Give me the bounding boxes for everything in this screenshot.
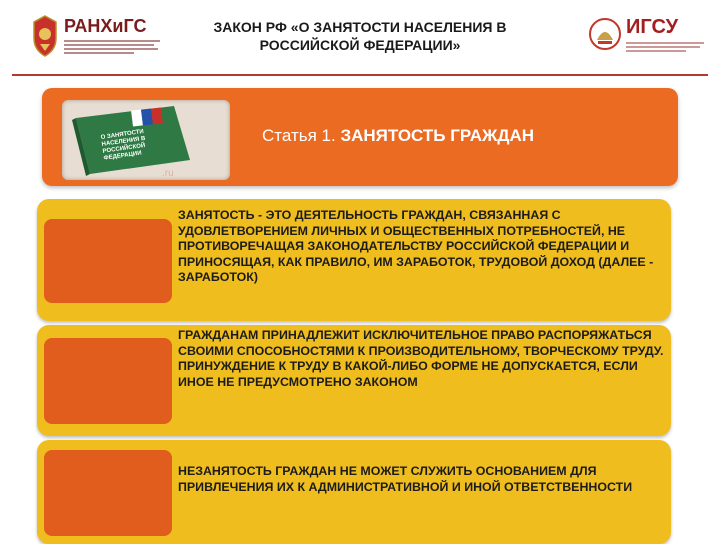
igsu-logo-fineprint bbox=[626, 42, 706, 52]
page-title-line2: РОССИЙСКОЙ ФЕДЕРАЦИИ» bbox=[259, 37, 461, 53]
list-item-marker bbox=[44, 219, 172, 303]
header-divider bbox=[12, 74, 708, 76]
igsu-logo bbox=[588, 12, 708, 62]
list-item-marker bbox=[44, 450, 172, 536]
ranepa-logo bbox=[30, 12, 180, 62]
page-title bbox=[180, 18, 540, 54]
article-title-prefix: Статья 1. bbox=[262, 126, 341, 145]
book-image bbox=[62, 100, 230, 180]
list-item-marker bbox=[44, 338, 172, 424]
ranepa-logo-text: РАНХиГС bbox=[64, 16, 147, 36]
list-item-text: ЗАНЯТОСТЬ - ЭТО ДЕЯТЕЛЬНОСТЬ ГРАЖДАН, СВЯЗАННАЯ С УДОВЛЕТВОРЕНИЕМ ЛИЧНЫХ И ОБЩЕСТВЕННЫХ ПОТРЕБНОСТЕЙ, НЕ ПРОТИВОРЕЧАЩАЯ ЗАКОНОДАТЕЛЬСТВУ РОССИЙСКОЙ ФЕДЕРАЦИИ И ПРИНОСЯЩАЯ, КАК ПРАВИЛО, ИМ ЗАРАБОТОК, ТРУДОВОЙ ДОХОД (ДАЛЕЕ - ЗАРАБОТОК) bbox=[178, 208, 654, 285]
ranepa-emblem-icon bbox=[30, 14, 60, 58]
igsu-emblem-icon bbox=[588, 16, 622, 56]
article-title-main: ЗАНЯТОСТЬ ГРАЖДАН bbox=[340, 126, 535, 145]
list-item-text: ГРАЖДАНАМ ПРИНАДЛЕЖИТ ИСКЛЮЧИТЕЛЬНОЕ ПРАВО РАСПОРЯЖАТЬСЯ СВОИМИ СПОСОБНОСТЯМИ К ПРОИЗВОДИТЕЛЬНОМУ, ТВОРЧЕСКОМУ ТРУДУ. ПРИНУЖДЕНИЕ К ТРУДУ В КАКОЙ-ЛИБО ФОРМЕ НЕ ДОПУСКАЕТСЯ, ЕСЛИ ИНОЕ НЕ ПРЕДУСМОТРЕНО ЗАКОНОМ bbox=[178, 328, 664, 389]
page-title-line1: ЗАКОН РФ «О ЗАНЯТОСТИ НАСЕЛЕНИЯ В bbox=[213, 19, 507, 35]
ranepa-logo-fineprint bbox=[64, 40, 164, 54]
book-cover-text: О ЗАНЯТОСТИ НАСЕЛЕНИЯ В РОССИЙСКОЙ ФЕДЕРАЦИИ bbox=[100, 128, 146, 162]
svg-text:.ru: .ru bbox=[162, 168, 174, 179]
igsu-logo-text: ИГСУ bbox=[626, 16, 679, 38]
list-item-text: НЕЗАНЯТОСТЬ ГРАЖДАН НЕ МОЖЕТ СЛУЖИТЬ ОСНОВАНИЕМ ДЛЯ ПРИВЛЕЧЕНИЯ ИХ К АДМИНИСТРАТИВНОЙ И ИНОЙ ОТВЕТСТВЕННОСТИ bbox=[178, 464, 633, 494]
article-title bbox=[262, 126, 534, 146]
